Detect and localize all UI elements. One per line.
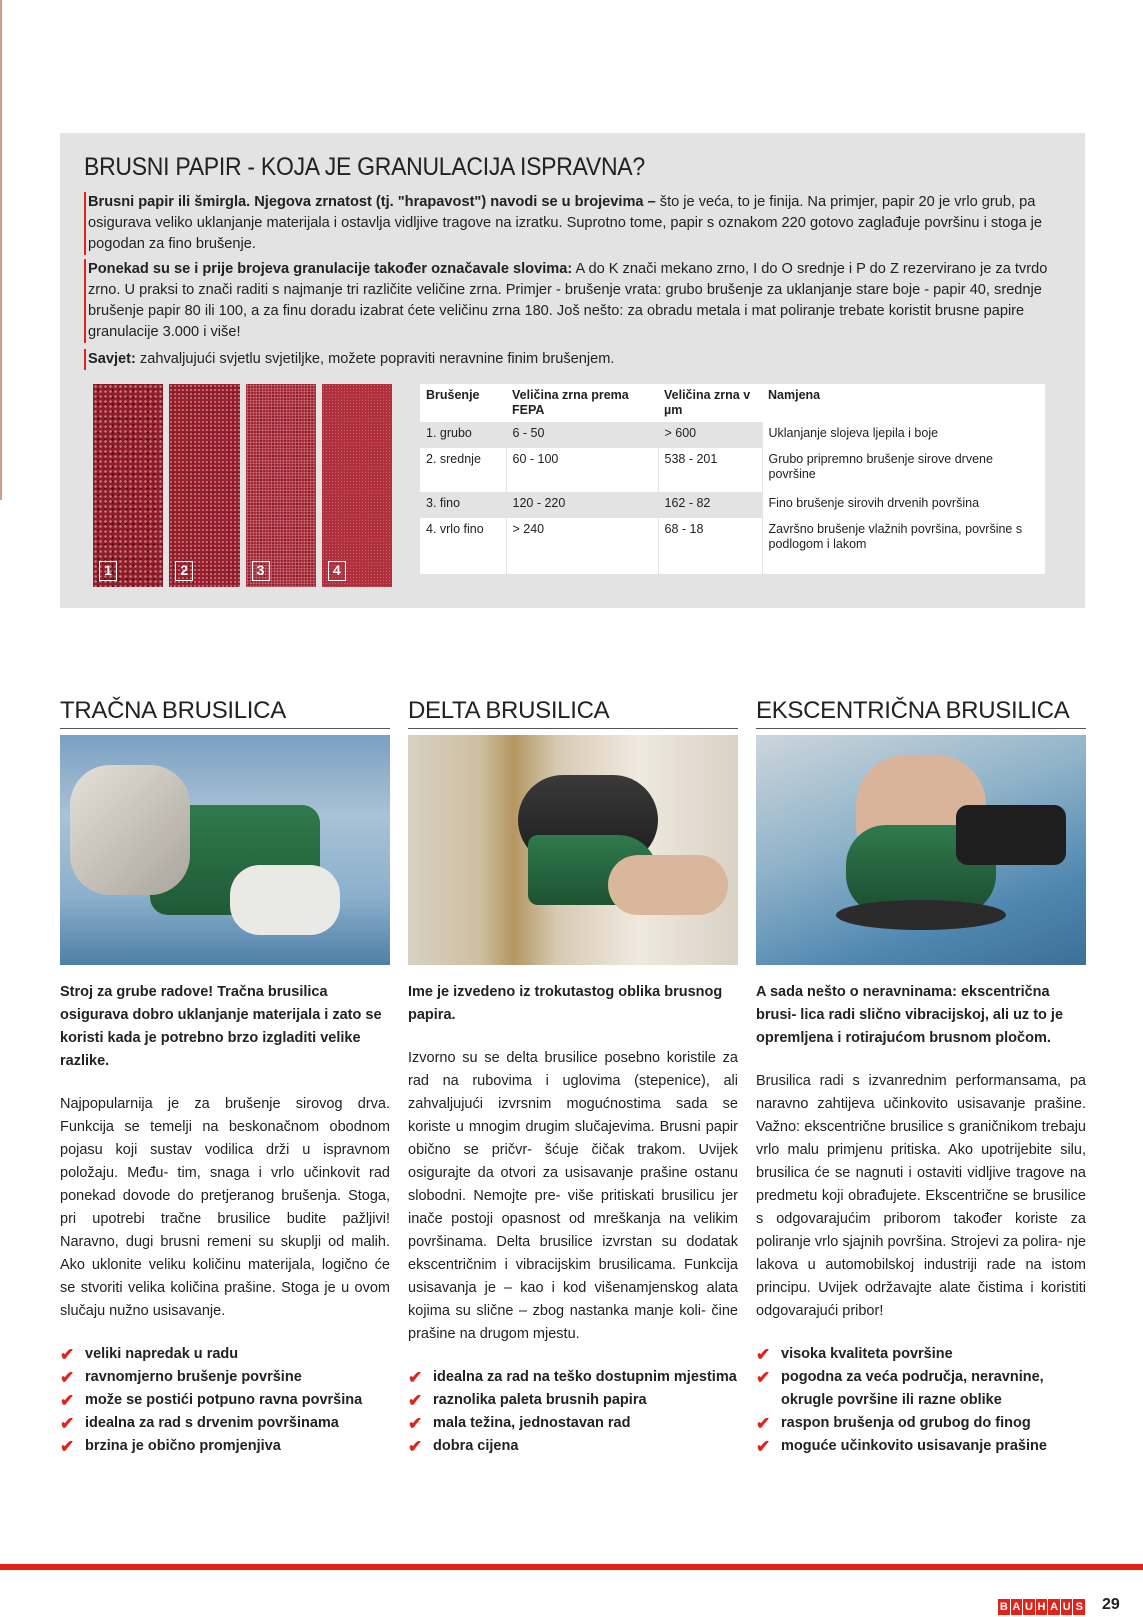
check-icon: ✔ [756, 1368, 771, 1387]
footer-bar [0, 1564, 1143, 1570]
column-lead: A sada nešto o neravninama: ekscentrična brusi- lica radi slično vibracijskoj, ali uz to je opremljena i rotirajućom brusnom pločom. [756, 984, 1064, 1046]
list-item [756, 1343, 1086, 1366]
paragraph-2-text: A do K znači mekano zrno, I do O srednje i P do Z rezervirano je za tvrdo zrno. U praksi to znači raditi s najmanje tri različite veličine zrna. Primjer - brušenje vrata: grubo brušenje za uklanjanje stare boje - papir 40, srednje brušenje papir 80 ili 100, a za finu doradu izabrat ćete veličinu zrna 180. Još nešto: za obradu metala i mat poliranje trebate koristit brusne papire granulacije 3.000 i više! [88, 261, 1048, 340]
check-icon: ✔ [408, 1437, 423, 1456]
table-row [420, 448, 1045, 492]
feature-list [60, 1343, 390, 1458]
swatch-number: 3 [252, 561, 270, 581]
check-icon: ✔ [408, 1391, 423, 1410]
table-cell: Fino brušenje sirovih drvenih površina [762, 492, 1045, 518]
list-item [408, 1366, 738, 1389]
feature-text: idealna za rad s drvenim površinama [85, 1415, 339, 1431]
column-body: Brusilica radi s izvanrednim performansama, pa naravno zahtijeva učinkovito usisavanje prašine. Važno: ekscentrične brusilice s graničnikom trebaju vrlo malu primjenu pritiska. Ako upotrijebite silu, brusilica će se nagnuti i ostaviti vidljive tragove na predmetu koji obrađujete. Ekscentrične se brusilice s odgovarajućim priborom također koriste za poliranje vrlo sjajnih površina. Strojevi za polira- nje lakova u automobilskoj industriji rade na istom principu. Uvijek održavajte alate čistima i koristiti odgovarajući pribor! [756, 1073, 1086, 1319]
list-item [756, 1412, 1086, 1435]
check-icon: ✔ [756, 1345, 771, 1364]
delta-sander-column [408, 697, 738, 1458]
header-cell: Veličina zrna prema FEPA [506, 384, 658, 422]
feature-text: ravnomjerno brušenje površine [85, 1369, 302, 1385]
feature-text: brzina je obično promjenjiva [85, 1438, 281, 1454]
table-cell: Završno brušenje vlažnih površina, površine s podlogom i lakom [762, 518, 1045, 574]
glove-shape [70, 765, 190, 895]
table-cell: 3. fino [420, 492, 506, 518]
infobox-paragraph-2 [84, 259, 1064, 343]
logo-letter: U [1062, 1601, 1071, 1613]
check-icon: ✔ [756, 1414, 771, 1433]
feature-text: dobra cijena [433, 1438, 519, 1454]
grit-table-header [420, 384, 1045, 422]
column-body: Najpopularnija je za brušenje sirovog drva. Funkcija se temelji na beskonačnom obodnom pojasu koji sustav vodilica drži u ispravnom položaju. Među- tim, snaga i vrlo učinkovit rad ponekad dovode do pretjeranog brušenja. Stoga, pri upotrebi tračne brusilice budite pažljivi! Naravno, dugi brusni remeni su skuplji od malih. Ako uklonite veliku količinu materijala, logično će se stvoriti velika količina prašine. Stoga je u ovom slučaju nužno usisavanje. [60, 1096, 390, 1319]
bauhaus-logo [998, 1599, 1085, 1615]
table-cell: 68 - 18 [658, 518, 762, 574]
orbital-sander-column [756, 697, 1086, 1458]
table-cell: Grubo pripremno brušenje sirove drvene površine [762, 448, 1045, 492]
sandpaper-swatch-1 [93, 384, 163, 587]
belt-sander-photo [60, 735, 390, 965]
feature-text: veliki napredak u radu [85, 1346, 239, 1362]
list-item [60, 1389, 390, 1412]
column-lead: Stroj za grube radove! Tračna brusilica osigurava dobro uklanjanje materijala i zato se koristi kada je potrebno brzo izgladiti velike razlike. [60, 984, 382, 1069]
logo-letter: A [1050, 1601, 1059, 1613]
page-number: 29 [1102, 1596, 1120, 1613]
tip-label: Savjet: [88, 351, 136, 367]
table-cell: 2. srednje [420, 448, 506, 492]
infobox-tip [84, 349, 1064, 370]
table-cell: 60 - 100 [506, 448, 658, 492]
table-cell: Uklanjanje slojeva ljepila i boje [762, 422, 1045, 448]
list-item [60, 1412, 390, 1435]
swatch-number: 1 [99, 561, 117, 581]
column-body: Izvorno su se delta brusilice posebno koristile za rad na rubovima i uglovima (stepenice), ali zahvaljujući izvrsnim mogućnostima sada se koriste u mnogim drugim slučajevima. Brusni papir obično se pričvr- šćuje čičak trakom. Uvijek osigurajte da otvori za usisavanje prašine ostanu slobodni. Nemojte pre- više pritiskati brusilicu jer inače postoji opasnost od mreškanja na velikim površinama. Delta brusilice izvrstan su dodatak ekscentričnim i vibracijskim brusilicama. Funkcija usisavanja je – kao i kod višenamjenskog alata kojima su slične – zbog nastanka manje koli- čine prašine na drugom mjestu. [408, 1050, 738, 1342]
check-icon: ✔ [756, 1437, 771, 1456]
table-cell: 1. grubo [420, 422, 506, 448]
feature-list [408, 1366, 738, 1458]
table-cell: 162 - 82 [658, 492, 762, 518]
feature-text: visoka kvaliteta površine [781, 1346, 953, 1362]
logo-letter: B [999, 1601, 1008, 1613]
feature-text: moguće učinkovito usisavanje prašine [781, 1438, 1047, 1454]
sanding-disc [836, 900, 1006, 930]
column-title: TRAČNA BRUSILICA [60, 697, 390, 729]
sandpaper-swatch-3 [246, 384, 316, 587]
list-item [408, 1435, 738, 1458]
delta-sander-photo [408, 735, 738, 965]
logo-letter: U [1024, 1601, 1033, 1613]
feature-text: raznolika paleta brusnih papira [433, 1392, 647, 1408]
table-cell: > 600 [658, 422, 762, 448]
check-icon: ✔ [60, 1414, 75, 1433]
table-cell: 120 - 220 [506, 492, 658, 518]
feature-text: raspon brušenja od grubog do finog [781, 1415, 1031, 1431]
check-icon: ✔ [60, 1437, 75, 1456]
infobox-title: BRUSNI PAPIR - KOJA JE GRANULACIJA ISPRAVNA? [84, 153, 645, 181]
check-icon: ✔ [60, 1368, 75, 1387]
check-icon: ✔ [408, 1368, 423, 1387]
table-cell: 6 - 50 [506, 422, 658, 448]
check-icon: ✔ [408, 1414, 423, 1433]
feature-text: idealna za rad na teško dostupnim mjestima [433, 1369, 737, 1385]
list-item [756, 1366, 1086, 1412]
list-item [756, 1435, 1086, 1458]
table-row [420, 492, 1045, 518]
paragraph-1-text: što je veća, to je finija. Na primjer, papir 20 je vrlo grub, pa osigurava veliko uklanjanje materijala i ostavlja vidljive tragove na izratku. Suprotno tome, papir s oznakom 220 gotovo zaglađuje površinu i stoga je pogodan za fino brušenje. [88, 194, 1042, 252]
feature-text: mala težina, jednostavan rad [433, 1415, 631, 1431]
list-item [408, 1389, 738, 1412]
feature-text: može se postići potpuno ravna površina [85, 1392, 363, 1408]
check-icon: ✔ [60, 1391, 75, 1410]
feature-list [756, 1343, 1086, 1458]
table-cell: 4. vrlo fino [420, 518, 506, 574]
list-item [60, 1366, 390, 1389]
header-cell: Veličina zrna v µm [658, 384, 762, 422]
logo-letter: S [1073, 1599, 1085, 1615]
swatch-number: 4 [328, 561, 346, 581]
list-item [60, 1435, 390, 1458]
column-title: EKSCENTRIČNA BRUSILICA [756, 697, 1086, 729]
table-row [420, 422, 1045, 448]
list-item [60, 1343, 390, 1366]
table-cell: > 240 [506, 518, 658, 574]
column-title: DELTA BRUSILICA [408, 697, 738, 729]
list-item [408, 1412, 738, 1435]
grit-infobox [60, 133, 1085, 608]
sandpaper-swatch-2 [169, 384, 239, 587]
dust-box [956, 805, 1066, 865]
feature-text: pogodna za veća područja, neravnine, okrugle površine ili razne oblike [781, 1369, 1044, 1408]
paragraph-1-lead: Brusni papir ili šmirgla. Njegova zrnatost (tj. "hrapavost") navodi se u brojevima – [88, 194, 656, 210]
logo-letter: H [1037, 1601, 1046, 1613]
column-lead: Ime je izvedeno iz trokutastog oblika brusnog papira. [408, 984, 723, 1023]
swatch-number: 2 [175, 561, 193, 581]
check-icon: ✔ [60, 1345, 75, 1364]
header-cell: Namjena [762, 384, 1045, 422]
paragraph-2-lead: Ponekad su se i prije brojeva granulacije također označavale slovima: [88, 261, 573, 277]
hand-shape [608, 855, 728, 915]
orbital-sander-photo [756, 735, 1086, 965]
sandpaper-swatch-4 [322, 384, 392, 587]
header-cell: Brušenje [420, 384, 506, 422]
infobox-paragraph-1 [84, 192, 1064, 255]
logo-letter: A [1012, 1601, 1021, 1613]
table-cell: 538 - 201 [658, 448, 762, 492]
grit-table [420, 384, 1045, 574]
page-edge [0, 0, 2, 500]
tip-text: zahvaljujući svjetlu svjetiljke, možete popraviti neravnine finim brušenjem. [135, 351, 615, 367]
table-row [420, 518, 1045, 574]
sandpaper-swatches [93, 384, 392, 587]
belt-sander-housing [230, 865, 340, 935]
belt-sander-column [60, 697, 390, 1458]
